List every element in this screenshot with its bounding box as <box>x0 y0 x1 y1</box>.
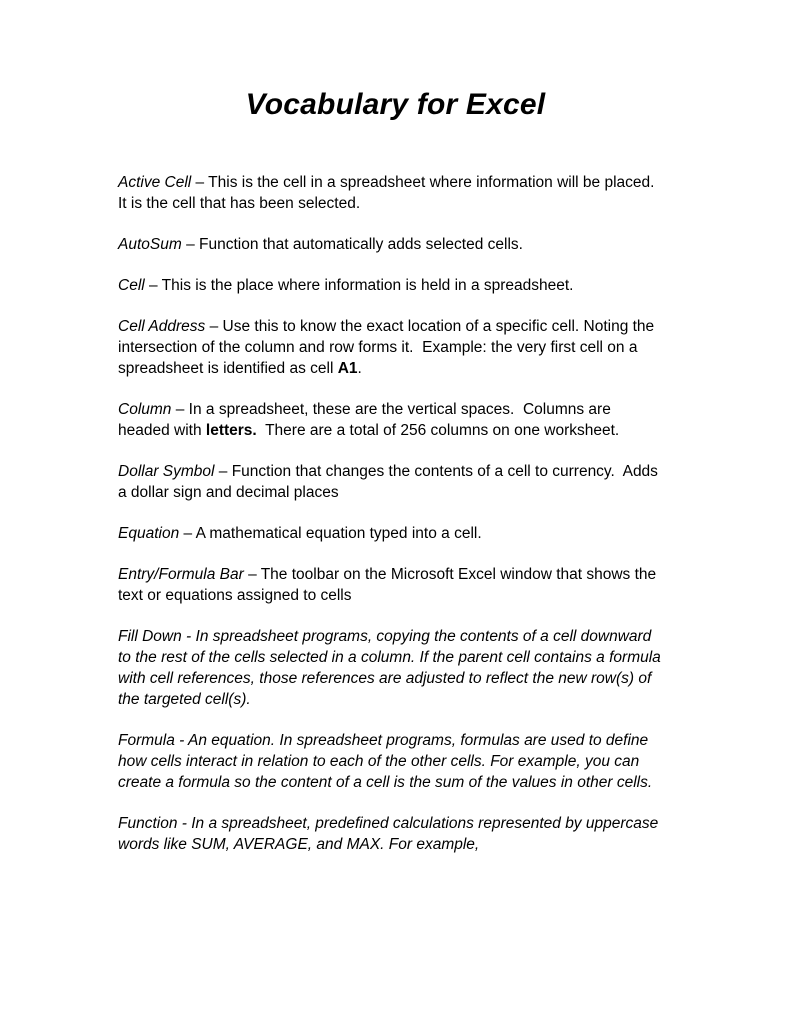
vocab-definition-segment: – The toolbar on the Microsoft Excel window that shows the text or equations assigned to cells <box>118 566 661 604</box>
vocab-term: Column <box>118 401 172 418</box>
vocab-definition-segment: – Function that automatically adds selected cells. <box>181 236 523 253</box>
vocab-term: Equation <box>118 525 180 542</box>
vocab-term: Entry/Formula Bar <box>118 566 244 583</box>
vocab-definition-segment: – This is the cell in a spreadsheet where information will be placed. It is the cell that has been selected. <box>118 174 664 212</box>
vocab-term: Dollar Symbol <box>118 463 215 480</box>
page-title: Vocabulary for Excel <box>245 88 546 121</box>
vocab-definition-segment: letters. <box>205 422 257 439</box>
vocab-entry-active-cell <box>118 172 666 214</box>
vocab-definition-segment: A1 <box>337 360 358 377</box>
vocab-term: Active Cell <box>118 174 192 191</box>
vocab-entry-column <box>118 399 666 441</box>
vocab-definition-segment: – Use this to know the exact location of a specific cell. Noting the intersection of the column and row forms it. Example: the very first cell on a spreadsheet is identified as cell <box>118 318 659 377</box>
vocab-term: Cell Address <box>118 318 206 335</box>
vocab-entry-cell-address <box>118 316 666 379</box>
vocab-definition-segment: . <box>357 360 362 377</box>
vocab-definition-segment: There are a total of 256 columns on one worksheet. <box>256 422 620 439</box>
vocab-definition-segment: – In a spreadsheet, these are the vertical spaces. Columns are headed with <box>118 401 616 439</box>
vocab-entry-cell <box>118 275 666 296</box>
vocab-entry-entry-formula-bar <box>118 564 666 606</box>
vocab-definition-segment: – A mathematical equation typed into a cell. <box>179 525 482 542</box>
vocab-entry-dollar-symbol <box>118 461 666 503</box>
vocab-entry-function <box>118 813 666 855</box>
vocab-entry-autosum <box>118 234 666 255</box>
vocabulary-list <box>118 172 666 875</box>
vocab-term: AutoSum <box>118 236 182 253</box>
vocab-term: Cell <box>118 277 145 294</box>
vocab-definition-segment: – Function that changes the contents of a cell to currency. Adds a dollar sign and decimal places <box>118 463 663 501</box>
vocab-term: Function - In a spreadsheet, predefined calculations represented by uppercase words like SUM, AVERAGE, and MAX. For example, <box>118 815 663 853</box>
vocab-entry-equation <box>118 523 666 544</box>
vocab-entry-formula <box>118 730 666 793</box>
vocab-term: Formula - An equation. In spreadsheet programs, formulas are used to define how cells interact in relation to each of the other cells. For example, you can create a formula so the content of a cell is the sum of the values in other cells. <box>118 732 653 791</box>
vocab-term: Fill Down - In spreadsheet programs, copying the contents of a cell downward to the rest of the cells selected in a column. If the parent cell contains a formula with cell references, those references are adjusted to reflect the new row(s) of the targeted cell(s). <box>118 628 666 708</box>
vocab-entry-fill-down <box>118 626 666 710</box>
vocab-definition-segment: – This is the place where information is held in a spreadsheet. <box>144 277 574 294</box>
